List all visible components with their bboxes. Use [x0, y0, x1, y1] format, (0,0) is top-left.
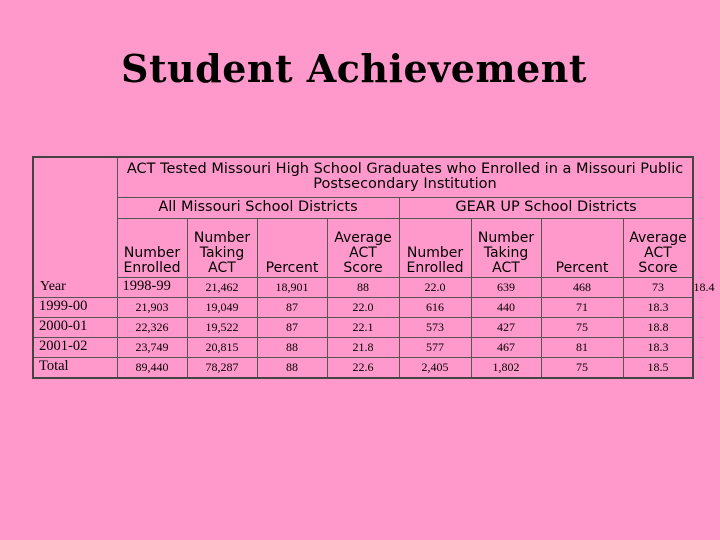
all-number-taking-act: 19,049 [187, 297, 257, 317]
group-header-all: All Missouri School Districts [117, 197, 399, 218]
col-header-all-number-taking-act: Number Taking ACT [187, 218, 257, 277]
table-caption-line2: Postsecondary Institution [313, 176, 497, 193]
table-row [33, 337, 693, 357]
gear-number-enrolled: 573 [399, 317, 471, 337]
table-caption-line1: ACT Tested Missouri High School Graduates who Enrolled in a Missouri Public [126, 161, 684, 178]
achievement-table [32, 156, 715, 379]
gear-number-taking-act: 468 [541, 277, 623, 297]
all-number-enrolled: 22,326 [117, 317, 187, 337]
all-number-taking-act: 18,901 [257, 277, 327, 297]
gear-percent: 81 [541, 337, 623, 357]
all-percent: 88 [257, 357, 327, 378]
gear-percent: 75 [541, 317, 623, 337]
gear-percent: 71 [541, 297, 623, 317]
row-year: 1998-99 [117, 277, 187, 297]
group-header-gear: GEAR UP School Districts [399, 197, 693, 218]
table-row [33, 317, 693, 337]
all-percent: 88 [327, 277, 399, 297]
col-header-gear-number-taking-act: Number Taking ACT [471, 218, 541, 277]
gear-number-enrolled: 2,405 [399, 357, 471, 378]
all-average-act-score: 22.6 [327, 357, 399, 378]
col-header-gear-percent: Percent [541, 218, 623, 277]
all-number-taking-act: 19,522 [187, 317, 257, 337]
all-number-enrolled: 21,462 [187, 277, 257, 297]
gear-number-enrolled: 639 [471, 277, 541, 297]
gear-percent: 75 [541, 357, 623, 378]
gear-number-taking-act: 427 [471, 317, 541, 337]
all-average-act-score: 21.8 [327, 337, 399, 357]
gear-percent: 73 [623, 277, 693, 297]
gear-number-taking-act: 440 [471, 297, 541, 317]
table-row: 1998-99 21,462 18,901 88 22.0 639 468 73 18.4 [33, 277, 693, 297]
all-percent: 87 [257, 297, 327, 317]
all-average-act-score: 22.0 [399, 277, 471, 297]
gear-number-taking-act: 1,802 [471, 357, 541, 378]
table-caption [117, 157, 693, 197]
all-number-enrolled: 23,749 [117, 337, 187, 357]
col-header-all-percent: Percent [257, 218, 327, 277]
col-header-gear-average-act-score: Average ACT Score [623, 218, 693, 277]
table-row [33, 297, 693, 317]
all-average-act-score: 22.1 [327, 317, 399, 337]
gear-average-act-score: 18.8 [623, 317, 693, 337]
gear-average-act-score: 18.3 [623, 337, 693, 357]
table-row-total [33, 357, 693, 378]
all-percent: 88 [257, 337, 327, 357]
slide-title: Student Achievement [121, 46, 587, 91]
all-number-enrolled: 89,440 [117, 357, 187, 378]
col-header-gear-number-enrolled: Number Enrolled [399, 218, 471, 277]
row-year: Total [33, 357, 117, 378]
all-number-taking-act: 20,815 [187, 337, 257, 357]
gear-number-taking-act: 467 [471, 337, 541, 357]
gear-number-enrolled: 616 [399, 297, 471, 317]
row-year: 2001-02 [33, 337, 117, 357]
all-percent: 87 [257, 317, 327, 337]
gear-average-act-score: 18.3 [623, 297, 693, 317]
row-year: 2000-01 [33, 317, 117, 337]
gear-average-act-score: 18.5 [623, 357, 693, 378]
all-average-act-score: 22.0 [327, 297, 399, 317]
all-number-enrolled: 21,903 [117, 297, 187, 317]
row-year: 1999-00 [33, 297, 117, 317]
year-header: Year [33, 157, 117, 297]
all-number-taking-act: 78,287 [187, 357, 257, 378]
col-header-all-average-act-score: Average ACT Score [327, 218, 399, 277]
col-header-all-number-enrolled: Number Enrolled [117, 218, 187, 277]
gear-number-enrolled: 577 [399, 337, 471, 357]
